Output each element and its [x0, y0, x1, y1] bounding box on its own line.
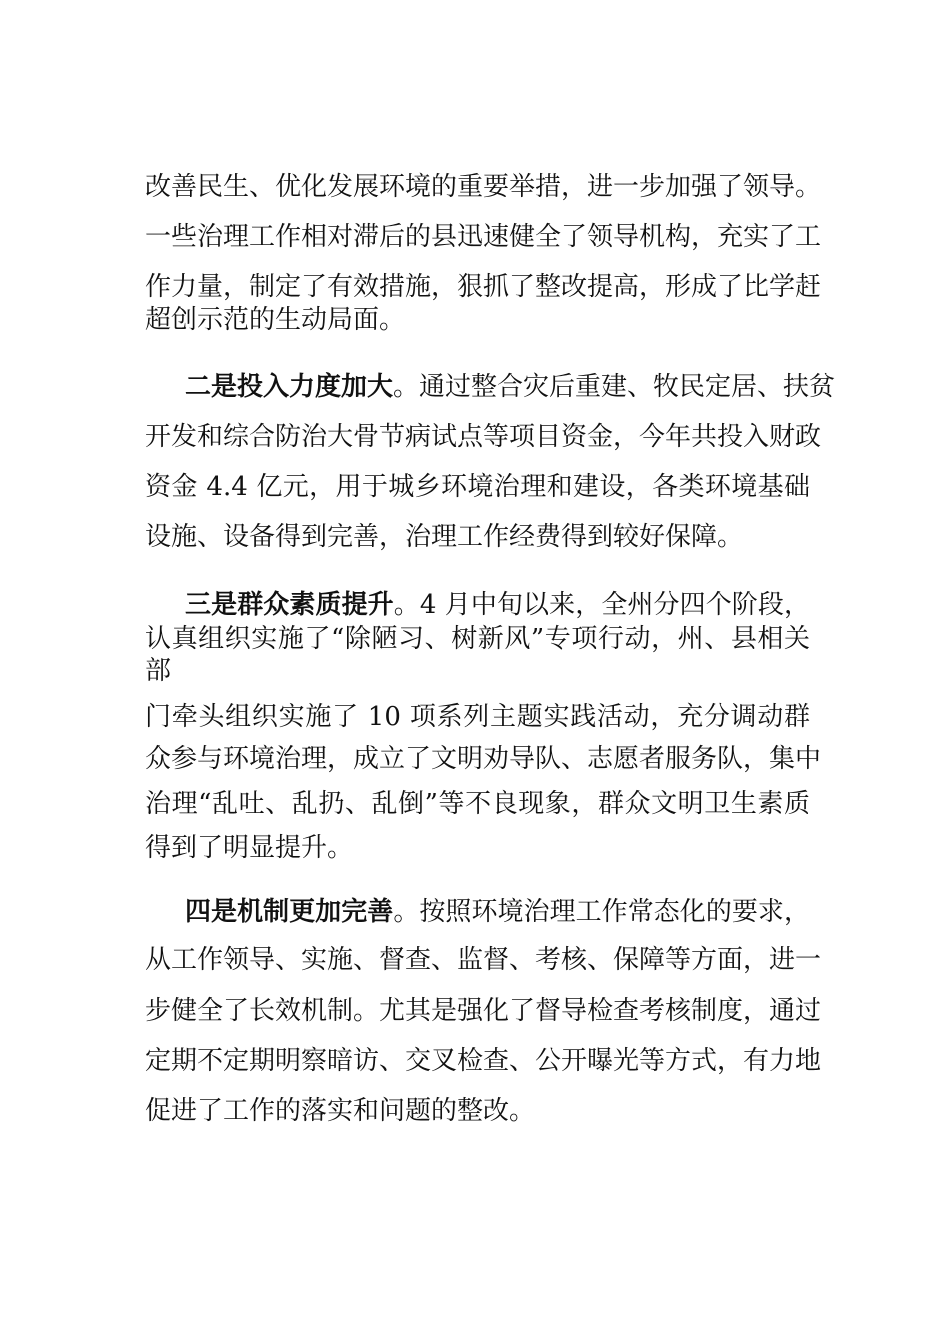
section-line: 开发和综合防治大骨节病试点等项目资金，今年共投入财政: [145, 422, 822, 452]
section-line: 治理“乱吐、乱扔、乱倒”等不良现象，群众文明卫生素质: [145, 789, 810, 819]
section-line: 认真组织实施了“除陋习、树新风”专项行动，州、县相关: [145, 624, 810, 654]
section-text: 。按照环境治理工作常态化的要求，: [393, 897, 810, 927]
section-heading: 三是群众素质提升: [185, 590, 394, 620]
intro-line: 作力量，制定了有效措施，狠抓了整改提高，形成了比学赶: [145, 272, 822, 302]
section-first-line: [185, 897, 810, 927]
section-line: 部: [145, 656, 172, 686]
section-line: 门牵头组织实施了 10 项系列主题实践活动，充分调动群: [145, 702, 810, 732]
section-heading: 四是机制更加完善: [185, 897, 394, 927]
section-line: 促进了工作的落实和问题的整改。: [145, 1096, 536, 1126]
intro-line: 改善民生、优化发展环境的重要举措，进一步加强了领导。: [145, 172, 822, 202]
section-text: 。4 月中旬以来，全州分四个阶段，: [393, 590, 810, 620]
section-line: 定期不定期明察暗访、交叉检查、公开曝光等方式，有力地: [145, 1046, 822, 1076]
intro-line: 超创示范的生动局面。: [145, 305, 406, 335]
section-heading: 二是投入力度加大: [185, 372, 394, 402]
section-line: 步健全了长效机制。尤其是强化了督导检查考核制度，通过: [145, 996, 822, 1026]
section-line: 从工作领导、实施、督查、监督、考核、保障等方面，进一: [145, 945, 822, 975]
section-line: 设施、设备得到完善，治理工作经费得到较好保障。: [145, 522, 744, 552]
section-first-line: [185, 590, 810, 620]
intro-line: 一些治理工作相对滞后的县迅速健全了领导机构，充实了工: [145, 222, 822, 252]
section-text: 。通过整合灾后重建、牧民定居、扶贫: [393, 372, 836, 402]
section-line: 众参与环境治理，成立了文明劝导队、志愿者服务队，集中: [145, 744, 822, 774]
section-first-line: [185, 372, 836, 402]
section-line: 得到了明显提升。: [145, 833, 354, 863]
section-line: 资金 4.4 亿元，用于城乡环境治理和建设，各类环境基础: [145, 472, 810, 502]
